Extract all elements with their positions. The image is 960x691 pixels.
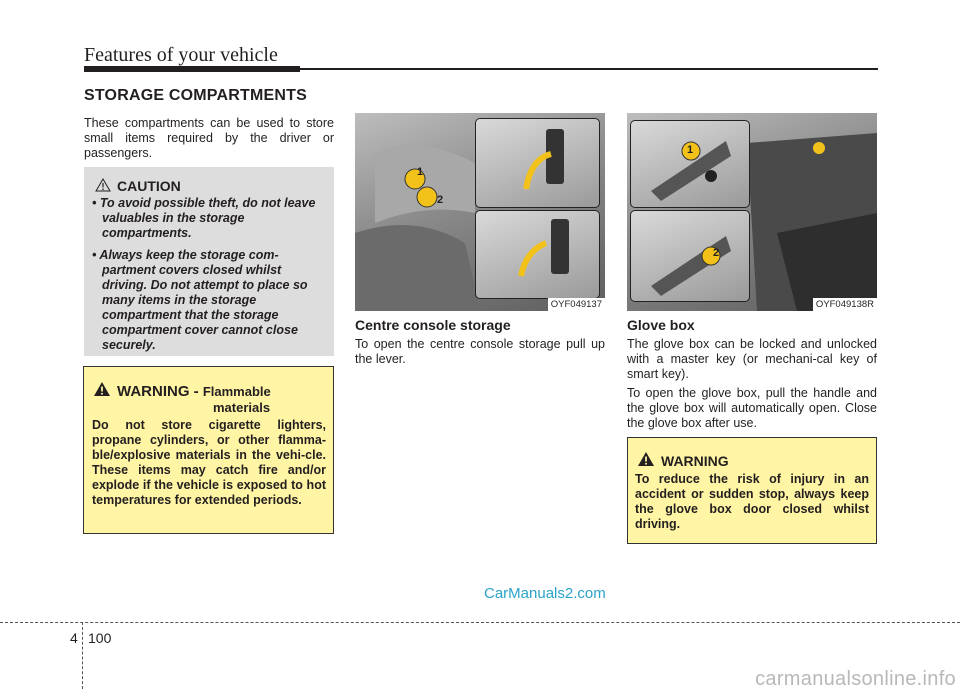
- glovebox-inset-bottom: [630, 210, 750, 302]
- glove-box-title: Glove box: [627, 317, 695, 333]
- marker-1: 1: [417, 166, 424, 178]
- page-number: 100: [88, 630, 112, 646]
- caution-list: [92, 196, 328, 360]
- marker-1: 1: [687, 144, 694, 156]
- figure-code: OYF049137: [548, 298, 605, 311]
- warning-flammable-subtitle: materials: [213, 400, 271, 415]
- warning-glove-title: WARNING: [661, 453, 729, 469]
- console-inset-bottom: [475, 210, 600, 299]
- caution-title: CAUTION: [117, 178, 181, 194]
- site-link[interactable]: CarManuals2.com: [484, 585, 606, 602]
- centre-console-title: Centre console storage: [355, 317, 511, 333]
- glove-box-paragraph-1: The glove box can be locked and unlocked with a master key (or mechani-cal key of smart key).: [627, 337, 877, 381]
- header-rule-thin: [300, 68, 878, 70]
- footer-vertical-rule: [82, 622, 83, 689]
- glove-box-figure: [627, 113, 877, 311]
- watermark: carmanualsonline.info: [755, 668, 956, 690]
- marker-2: 2: [437, 194, 444, 206]
- figure-code: OYF049138R: [813, 298, 877, 311]
- warning-flammable-title: WARNING - Flammable: [117, 383, 271, 400]
- glove-box-paragraph-2: To open the glove box, pull the handle and the glove box will automatically open. Close the glove box after use.: [627, 386, 877, 430]
- glove-box-text: [627, 337, 877, 435]
- centre-console-text: To open the centre console storage pull up the lever.: [355, 337, 605, 366]
- glovebox-handle-icon: [631, 121, 749, 207]
- footer-rule: [0, 622, 960, 623]
- header-rule-thick: [84, 66, 300, 72]
- warning-flammable-text: Do not store cigarette lighters, propane cylinders, or other flamma-ble/explosive materials in the vehi-cle. These items may catch fire and/or explode if the vehicle is exposed to hot temperatures for extended periods.: [92, 418, 326, 507]
- caution-triangle-icon: [95, 178, 111, 192]
- warning-triangle-icon: [93, 381, 111, 397]
- console-inset-top: [475, 118, 600, 208]
- glovebox-lock-icon: [631, 211, 749, 301]
- glovebox-inset-top: [630, 120, 750, 208]
- chapter-number: 4: [70, 630, 78, 646]
- marker-2: 2: [713, 247, 720, 259]
- console-open-icon: [476, 211, 599, 298]
- running-header: Features of your vehicle: [84, 44, 278, 66]
- section-title: STORAGE COMPARTMENTS: [84, 87, 307, 104]
- warning-glove-text: To reduce the risk of injury in an accident or sudden stop, always keep the glove box door closed whilst driving.: [635, 472, 869, 531]
- warning-triangle-icon: [637, 451, 655, 467]
- caution-item: • Always keep the storage com-partment covers closed whilst driving. Do not attempt to place so many items in the storage compartment that the storage compartment cover cannot close securely.: [92, 248, 308, 352]
- centre-console-figure: [355, 113, 605, 311]
- console-lid-icon: [476, 119, 599, 207]
- intro-text: These compartments can be used to store small items required by the driver or passengers.: [84, 116, 334, 160]
- caution-item: • To avoid possible theft, do not leave valuables in the storage compartments.: [92, 196, 316, 240]
